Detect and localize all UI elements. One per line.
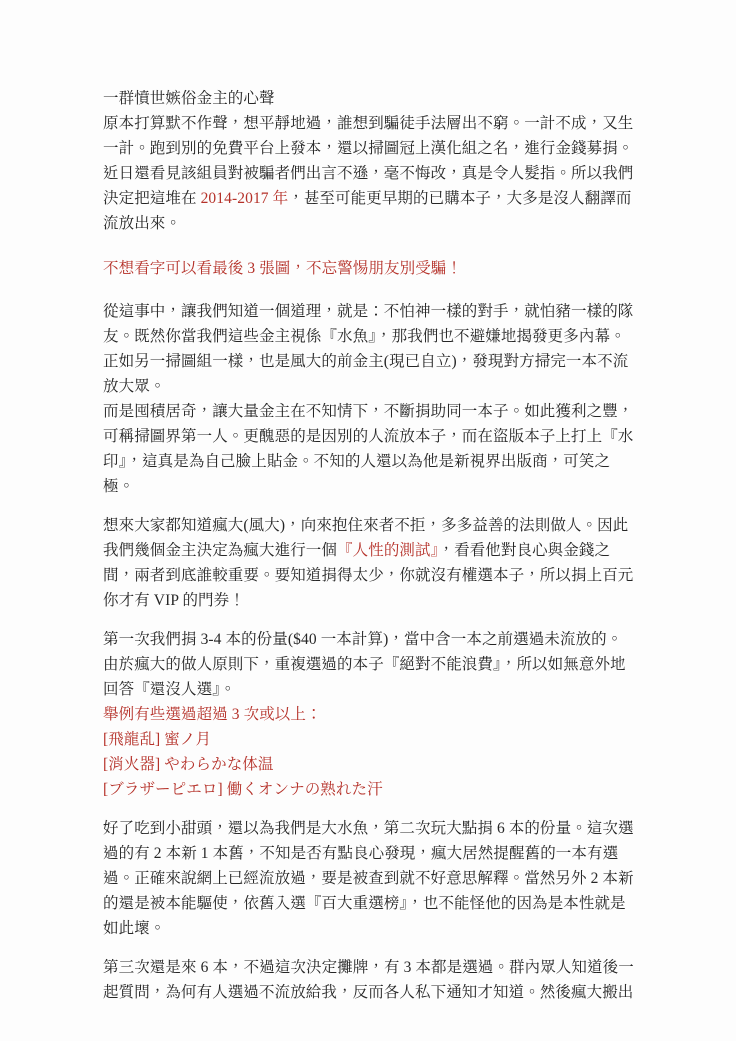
red-text-run: 『人性的測試』 — [337, 542, 439, 559]
text-run: 好了吃到小甜頭，還以為我們是大水魚，第二次玩大點捐 6 本的份量。這次選過的有 2 本新 1 本舊，不知是否有點良心發現，瘋大居然提醒舊的一本有選過。正確來說網上已經流放過，要是被查到就不好意思解釋。當然另外 2 本新的還是被本能驅使，依舊入選『百大重選榜』，也不能怪他的因為是本性就是如此壞。 — [103, 820, 634, 937]
para-third-donation — [103, 955, 634, 1005]
para-example-1 — [103, 727, 634, 752]
red-text-run: 舉例有些選過超過 3 次或以上： — [103, 706, 322, 723]
para-first-donation — [103, 627, 634, 702]
para-lesson — [103, 299, 634, 399]
text-run: 而是囤積居奇，讓大量金主在不知情下，不斷捐助同一本子。如此獲利之豐，可稱掃圖界第一人。更醜惡的是因別的人流放本子，而在盜版本子上打上『水印』，這真是為自己臉上貼金。不知的人還以為他是新視界出版商，可笑之極。 — [103, 403, 634, 495]
text-run: 想來大家都知道瘋大(風大)，向來抱住來者不拒，多多益善的法則做人。因此我們幾個金主決定為瘋大進行一個 — [103, 517, 629, 559]
red-text-run: 2014-2017 年 — [200, 190, 289, 207]
blank-line — [103, 941, 634, 955]
para-examples-heading — [103, 702, 634, 727]
text-run: ，看看他對良心與金錢之間，兩者到底誰較重要。要知道捐得太少，你就沒有權選本子，所以捐上百元你才有 VIP 的門券！ — [103, 542, 634, 609]
red-text-run: [消火器] やわらかな体温 — [103, 756, 274, 773]
text-run: 從這事中，讓我們知道一個道理，就是：不怕神一樣的對手，就怕豬一樣的隊友。既然你當我們這些金主視係『水魚』，那我們也不避嫌地揭發更多內幕。正如另一掃圖組一樣，也是風大的前金主(現已自立)，發現對方掃完一本不流放大眾。 — [103, 303, 634, 395]
blank-line — [103, 236, 634, 250]
text-run: ，甚至可能更早期的已購本子，大多是沒人翻譯而流放出來。 — [103, 190, 632, 232]
para-example-3 — [103, 777, 634, 802]
doc-title — [103, 86, 634, 111]
red-text-run: [ブラザーピエロ] 働くオンナの熟れた汗 — [103, 781, 383, 798]
para-intro — [103, 111, 634, 236]
red-text-run: 不想看字可以看最後 3 張圖，不忘警惕朋友別受騙！ — [103, 260, 463, 277]
para-humanity-test — [103, 513, 634, 613]
para-example-2 — [103, 752, 634, 777]
red-text-run: [飛龍乱] 蜜ノ月 — [103, 731, 212, 748]
text-run: 原本打算默不作聲，想平靜地過，誰想到騙徒手法層出不窮。一計不成，又生一計。跑到別的免費平台上發本，還以掃圖冠上漢化組之名，進行金錢募捐。近日還看見該組員對被騙者們出言不遜，毫不悔改，真是令人髮指。所以我們決定把這堆在 — [103, 115, 634, 207]
document-content — [103, 86, 634, 1005]
para-warning — [103, 256, 634, 281]
text-run: 第一次我們捐 3-4 本的份量($40 一本計算)，當中含一本之前選過未流放的。由於瘋大的做人原則下，重複選過的本子『絕對不能浪費』，所以如無意外地回答『還沒人選』。 — [103, 631, 626, 698]
blank-line — [103, 613, 634, 627]
blank-line — [103, 285, 634, 299]
text-run: 一群憤世嫉俗金主的心聲 — [103, 90, 275, 107]
para-second-donation — [103, 816, 634, 941]
blank-line — [103, 802, 634, 816]
text-run: 第三次還是來 6 本，不過這次決定攤牌，有 3 本都是選過。群內眾人知道後一起質問，為何有人選過不流放給我，反而各人私下通知才知道。然後瘋大搬出 — [103, 959, 634, 1001]
para-hoarding — [103, 399, 634, 499]
blank-line — [103, 499, 634, 513]
